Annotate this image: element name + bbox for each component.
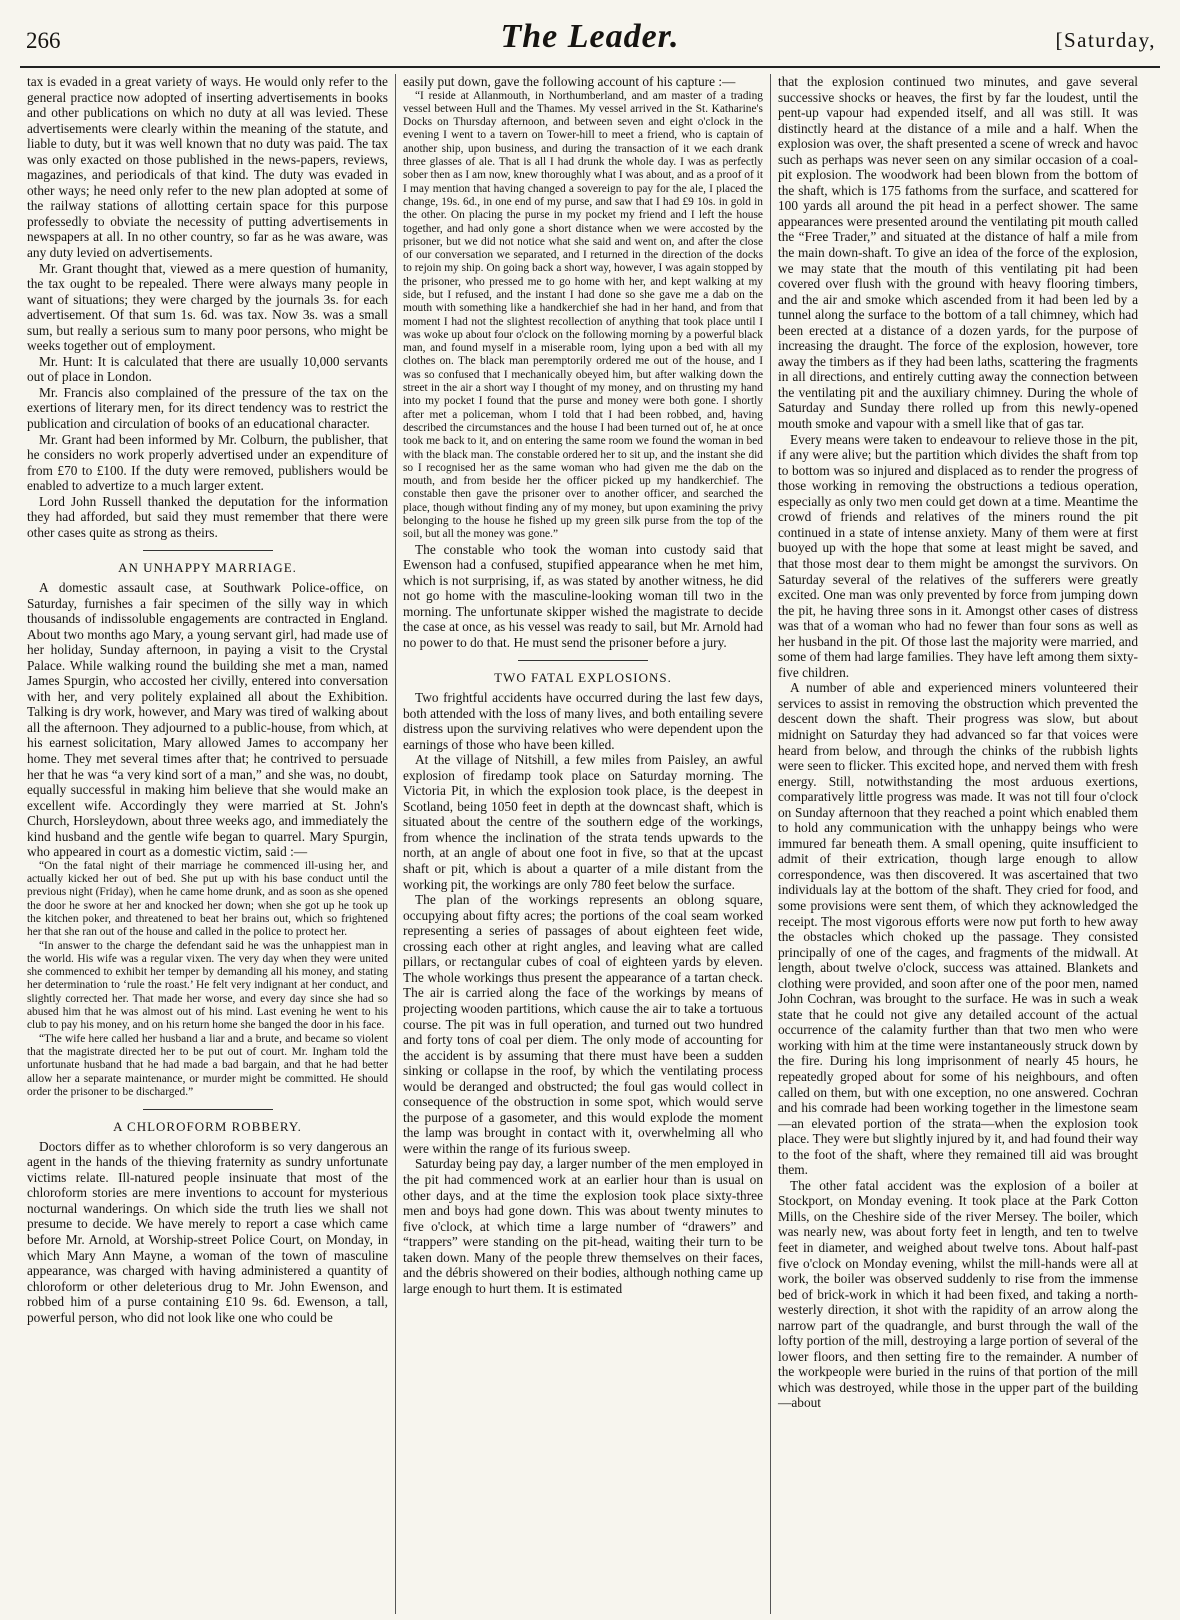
paragraph: Mr. Francis also complained of the pressure of the tax on the exertions of literary men, for its direct tendency was to restrict the publication and circulation of books of an educational character.	[27, 384, 388, 432]
quoted-paragraph: “In answer to the charge the defendant said he was the unhappiest man in the world. His wife was a regular vixen. The very day when they were united she commenced to exhibit her temper by demanding all his money, and stating her determination to ‘rule the roast.’ He felt very indignant at her conduct, and slightly corrected her. That made her worse, and every day since she had so abused him that he was almost out of his mind. Last evening he went to his club to pay his money, and on his return home she banged the door in his face.	[27, 939, 388, 1032]
column-1	[20, 74, 395, 1614]
article-columns	[20, 74, 1160, 1614]
paragraph: tax is evaded in a great variety of ways. He would only refer to the general practice now adopted of inserting advertisements in books and other publications on which no duty at all was levied. These advertisements were clearly within the meaning of the statute, and liable to duty, but it was well known that no duty was paid. The tax was only exacted on those published in the news-papers, reviews, magazines, and periodicals of that kind. The duty was evaded in other ways; he need only refer to the new plan adopted at some of the railway stations of allotting certain space for this purpose professedly to obviate the necessity of putting advertisements in newspapers at all. In no other country, so far as he was aware, was any duty levied on advertisements.	[27, 74, 388, 261]
paragraph: Saturday being pay day, a larger number of the men employed in the pit had commenced work at an earlier hour than is usual on other days, and at the time the explosion took place sixty-three men and boys had gone down. This was about twenty minutes to five o'clock, at which time a large number of “drawers” and “trappers” were standing on the pit-head, waiting their turn to be taken down. Many of the people threw themselves on their faces, and the débris showered on their bodies, although nothing came up large enough to hurt them. It is estimated	[403, 1156, 763, 1296]
column-3	[770, 74, 1145, 1614]
newspaper-page	[20, 0, 1160, 1614]
paragraph: The constable who took the woman into custody said that Ewenson had a confused, stupified appearance when he met him, which is not surprising, if, as was stated by another witness, he did not go home with the masculine-looking woman till two in the morning. The unfortunate skipper wished the magistrate to decide the case at once, as his vessel was ready to sail, but Mr. Arnold had no power to do that. He must send the prisoner before a jury.	[403, 541, 763, 650]
quoted-paragraph: “I reside at Allanmouth, in Northumberland, and am master of a trading vessel between Hull and the Thames. My vessel arrived in the St. Katharine's Docks on Thursday afternoon, and between seven and eight o'clock in the evening I went to a tavern on Tower-hill to meet a friend, who is captain of another ship, upon business, and during the transaction of it we each drank three glasses of ale. That is all I had drunk the whole day. I was as perfectly sober then as I am now, knew thoroughly what I was about, and as a proof of it I may mention that having changed a sovereign to pay for the ale, I placed the change, 19s. 6d., in one end of my purse, and saw that I had £9 10s. in gold in the other. On placing the purse in my pocket my friend and I left the house together, and had only gone a short distance when we were accosted by the prisoner, but we did not notice what she said and went on, and after the close of our conversation we separated, and I returned in the direction of the docks to rejoin my ship. On going back a short way, however, I was again stopped by the prisoner, who pressed me to go home with her, and kept walking at my side, but I refused, and the instant I had done so she gave me a dab on the mouth with something like a handkerchief she had in her hand, and from that moment I had not the slightest recollection of anything that took place until I was woke up about four o'clock on the following morning by a powerful black man, and found myself in a miserable room, lying upon a bed with all my clothes on. The black man peremptorily ordered me out of the house, and I was so confused that I mechanically obeyed him, but after walking down the street in the air a short way I thought of my money, and on thrusting my hand into my pocket I found that the purse and money were both gone. I shortly after met a policeman, whom I told that I had been robbed, and, having described the circumstances and the house I had been turned out of, he at once took me back to it, and on entering the same room we found the woman in bed with the black man. The constable ordered her to sit up, and the instant she did so I recognised her as the same woman who had given me the dab on the mouth, and from beside her the officer picked up my handkerchief. The constable then gave the prisoner over to another officer, and searched the place, though without finding any of my money, but upon examining the privy belonging to the house he fished up my green silk purse from the top of the soil, but all the money was gone.”	[403, 89, 763, 541]
paragraph: Two frightful accidents have occurred during the last few days, both attended with the loss of many lives, and both entailing severe distress upon the surviving relatives who were dependent upon the earnings of those who have been killed.	[403, 690, 763, 752]
paragraph: easily put down, gave the following account of his capture :—	[403, 74, 736, 89]
paragraph: Mr. Grant thought that, viewed as a mere question of humanity, the tax ought to be repealed. There were always many people in want of situations; they were charged by the journals 3s. for each advertisement. Of that sum 1s. 6d. was tax. Now 3s. was a small sum, but really a serious sum to many poor persons, who might be weeks together out of employment.	[27, 260, 388, 354]
paragraph: The plan of the workings represents an oblong square, occupying about fifty acres; the portions of the coal seam worked representing a series of passages of about eighteen feet wide, crossing each other at right angles, and leaving what are called pillars, or rectangular cubes of coal of eighteen yards by eleven. The whole workings thus present the appearance of a tartan check. The air is carried along the face of the workings by means of projecting wooden partitions, which cause the air to take a tortuous course. The pit was in full operation, and turned out two hundred and forty tons of coal per diem. The only mode of accounting for the accident is by assuming that there must have been a sudden sinking or collapse in the roof, by which the ventilating process would be deranged and obstructed; the foul gas would collect in consequence of the obstruction in some spot, which would serve the purpose of a gasometer, and this would explode the moment the lamp was brought in contact with it, overwhelming all who were within the range of its furious sweep.	[403, 892, 763, 1156]
page-number: 266	[26, 28, 61, 53]
paragraph: The other fatal accident was the explosion of a boiler at Stockport, on Monday evening. It took place at the Park Cotton Mills, on the Cheshire side of the river Mersey. The boiler, which was nearly new, was about forty feet in length, and ten to twelve feet in diameter, and weighed about twelve tons. About half-past five o'clock on Monday evening, whilst the mill-hands were all at work, the boiler was observed suddenly to rise from the immense bed of brick-work in which it had been fixed, and taking a north-westerly direction, it shot with the rapidity of an arrow along the narrow part of the quadrangle, and burst through the wall of the lofty portion of the mill, destroying a large portion of several of the lower floors, and then setting fire to the remainder. A number of the workpeople were buried in the ruins of that portion of the mill which was destroyed, while those in the upper part of the building—about	[778, 1177, 1138, 1411]
paragraph: At the village of Nitshill, a few miles from Paisley, an awful explosion of firedamp took place on Saturday morning. The Victoria Pit, in which the explosion took place, is the deepest in Scotland, being 1050 feet in depth at the downcast shaft, which is situated about the centre of the southern edge of the workings, from whence the inclination of the strata tends upwards to the north, at an angle of about one foot in five, so that at the upcast shaft or pit, which is about a quarter of a mile distant from the working pit, the workings are only 780 feet below the surface.	[403, 752, 763, 892]
section-divider	[143, 1109, 273, 1110]
masthead-title: The Leader.	[500, 18, 680, 55]
paragraph: Mr. Grant had been informed by Mr. Colburn, the publisher, that he considers no work properly advertised under an expenditure of from £70 to £100. If the duty were removed, publishers would be enabled to advertize to a much larger extent.	[27, 431, 388, 494]
column-2	[395, 74, 770, 1614]
page-header	[20, 14, 1160, 68]
paragraph: Doctors differ as to whether chloroform is so very dangerous an agent in the hands of the thieving fraternity as sundry unfortunate victims relate. Ill-natured people insinuate that most of the chloroform stories are mere inventions to account for mysterious nocturnal wanderings. On which side the truth lies we shall not presume to decide. We have merely to report a case which came before Mr. Arnold, at Worship-street Police Court, on Monday, in which Mary Ann Mayne, a woman of the town of masculine appearance, was charged with having administered a quantity of chloroform or other deleterious drug to Mr. John Ewenson, and robbed him of a purse containing £10 9s. 6d. Ewenson, a tall, powerful person, who did not look like one who could be	[27, 1138, 388, 1325]
section-heading-two-fatal-explosions: TWO FATAL EXPLOSIONS.	[403, 660, 763, 686]
paragraph: Every means were taken to endeavour to relieve those in the pit, if any were alive; but the partition which divides the shaft from top to bottom was so injured and displaced as to render the progress of those working in removing the obstructions a tedious operation, especially as only two men could get down at a time. Meantime the crowd of friends and relatives of the miners round the pit continued in a state of intense anxiety. Many of them were at first buoyed up with the hope that some at least might be saved, and that those most dear to them might be amongst the survivors. On Saturday several of the relatives of the sufferers were greatly excited. One man was only prevented by force from jumping down the pit, he having three sons in it. Amongst other cases of distress was that of a woman who had no fewer than four sons as well as her husband in the pit. Of those last the majority were married, and some of them had large families. They have left among them sixty-five children.	[778, 431, 1138, 680]
quoted-paragraph: “The wife here called her husband a liar and a brute, and became so violent that the magistrate directed her to be put out of court. Mr. Ingham told the unfortunate husband that he had made a bad bargain, and that he had better allow her a separate maintenance, or murder might be committed. He should order the prisoner to be discharged.”	[27, 1032, 388, 1098]
paragraph: A number of able and experienced miners volunteered their services to assist in removing the obstruction which prevented the descent down the shaft. Their progress was slow, but about midnight on Saturday they had advanced so far that voices were heard from below, and through the chinks of the rubbish lights were seen to flicker. This excited hope, and nerved them with fresh energy. Still, notwithstanding the most arduous exertions, comparatively little progress was made. It was not till four o'clock on Sunday afternoon that they reached a point which enabled them to hold any communication with the unhappy beings who were immured far beneath them. A small opening, quite insufficient to admit of their extrication, though large enough to allow correspondence, was then discovered. It was ascertained that two individuals lay at the bottom of the shaft. They cried for food, and some provisions were sent them, of which they acknowledged the receipt. The most vigorous efforts were now put forth to hew away the obstacles which choked up the passage. They consisted principally of one of the cages, and fragments of the midwall. At length, about twelve o'clock, success was attained. Blankets and clothing were provided, and soon after one of the poor men, named John Cochran, was brought to the surface. He was in such a weak state that he could not give any detailed account of the actual occurrence of the calamity further than that two men who were working with him at the time were instantaneously struck down by the fire. During his long imprisonment of nearly 45 hours, he repeatedly groped about for some of his neighbours, and often called on them, but with one exception, no one answered. Cochran and his comrade had been working together in the limestone seam—an elevated portion of the strata—when the explosion took place. They were but slightly injured by it, and had found their way to the foot of the shaft, where they remained till aid was brought them.	[778, 680, 1138, 1178]
quoted-paragraph: “On the fatal night of their marriage he commenced ill-using her, and actually kicked her out of bed. She put up with his base conduct until the previous night (Friday), when he came home drunk, and as soon as she opened the door he swore at her and knocked her down; when she got up he took up the kitchen poker, and threatened to beat her brains out, which so frightened her that she ran out of the house and called in the police to protect her.	[27, 859, 388, 939]
paragraph: Mr. Hunt: It is calculated that there are usually 10,000 servants out of place in London.	[27, 353, 388, 385]
issue-day: [Saturday,	[1055, 28, 1156, 52]
paragraph: Lord John Russell thanked the deputation for the information they had afforded, but said they must remember that there were other cases quite as strong as theirs.	[27, 493, 388, 540]
section-heading-unhappy-marriage: AN UNHAPPY MARRIAGE.	[27, 550, 388, 576]
paragraph: that the explosion continued two minutes, and gave several successive shocks or heaves, the first by far the loudest, until the pent-up vapour had expended itself, and all was still. It was distinctly heard at the distance of a mile and a half. When the explosion was over, the shaft presented a scene of wreck and havoc such as perhaps was never seen on any similar occasion of a coal-pit explosion. The woodwork had been blown from the bottom of the shaft, which is 175 fathoms from the surface, and scattered for 100 yards all around the pit head in a perfect shower. The same appearances were presented around the ventilating pit mouth called the “Free Trader,” and situated at the distance of half a mile from the main down-shaft. To give an idea of the force of the explosion, we may state that the mouth of this ventilating pit had been covered over flush with the ground with heavy flooring timbers, and the air and smoke which ascended from it had been led by a tunnel along the surface to the bottom of a tall chimney, which had been erected at a distance of a dozen yards, for the purpose of increasing the draught. The force of the explosion, however, tore away the timbers as if they had been laths, scattering the fragments in all directions, and entirely cutting away the connection between the ventilating pit and the auxiliary chimney. During the whole of Saturday and Sunday there rolled up from this newly-opened mouth smoke and vapour with a smell like that of gas tar.	[778, 74, 1138, 432]
section-heading-chloroform-robbery: A CHLOROFORM ROBBERY.	[27, 1109, 388, 1135]
section-divider	[143, 550, 273, 551]
section-divider	[518, 660, 648, 661]
paragraph: A domestic assault case, at Southwark Police-office, on Saturday, furnishes a fair specimen of the silly way in which thousands of indissoluble engagements are contracted in England. About two months ago Mary, a young servant girl, had made use of her holiday, Sunday afternoon, in paying a visit to the Crystal Palace. While walking round the building she met a man, named James Spurgin, who accosted her civilly, entered into conversation with her, and very politely explained all about the Exhibition. Talking is dry work, however, and Mary was tired of walking about all the afternoon. They adjourned to a public-house, from which, at his earnest solicitation, Mary allowed James to accompany her home. They met several times after that; he contrived to persuade her that he was “a very kind sort of a man,” and she was, no doubt, equally successful in making him believe that she would make an excellent wife. Accordingly they were married at St. John's Church, Horsleydown, about three weeks ago, and immediately the kind husband and the gentle wife began to quarrel. Mary Spurgin, who appeared in court as a domestic victim, said :—	[27, 579, 388, 860]
